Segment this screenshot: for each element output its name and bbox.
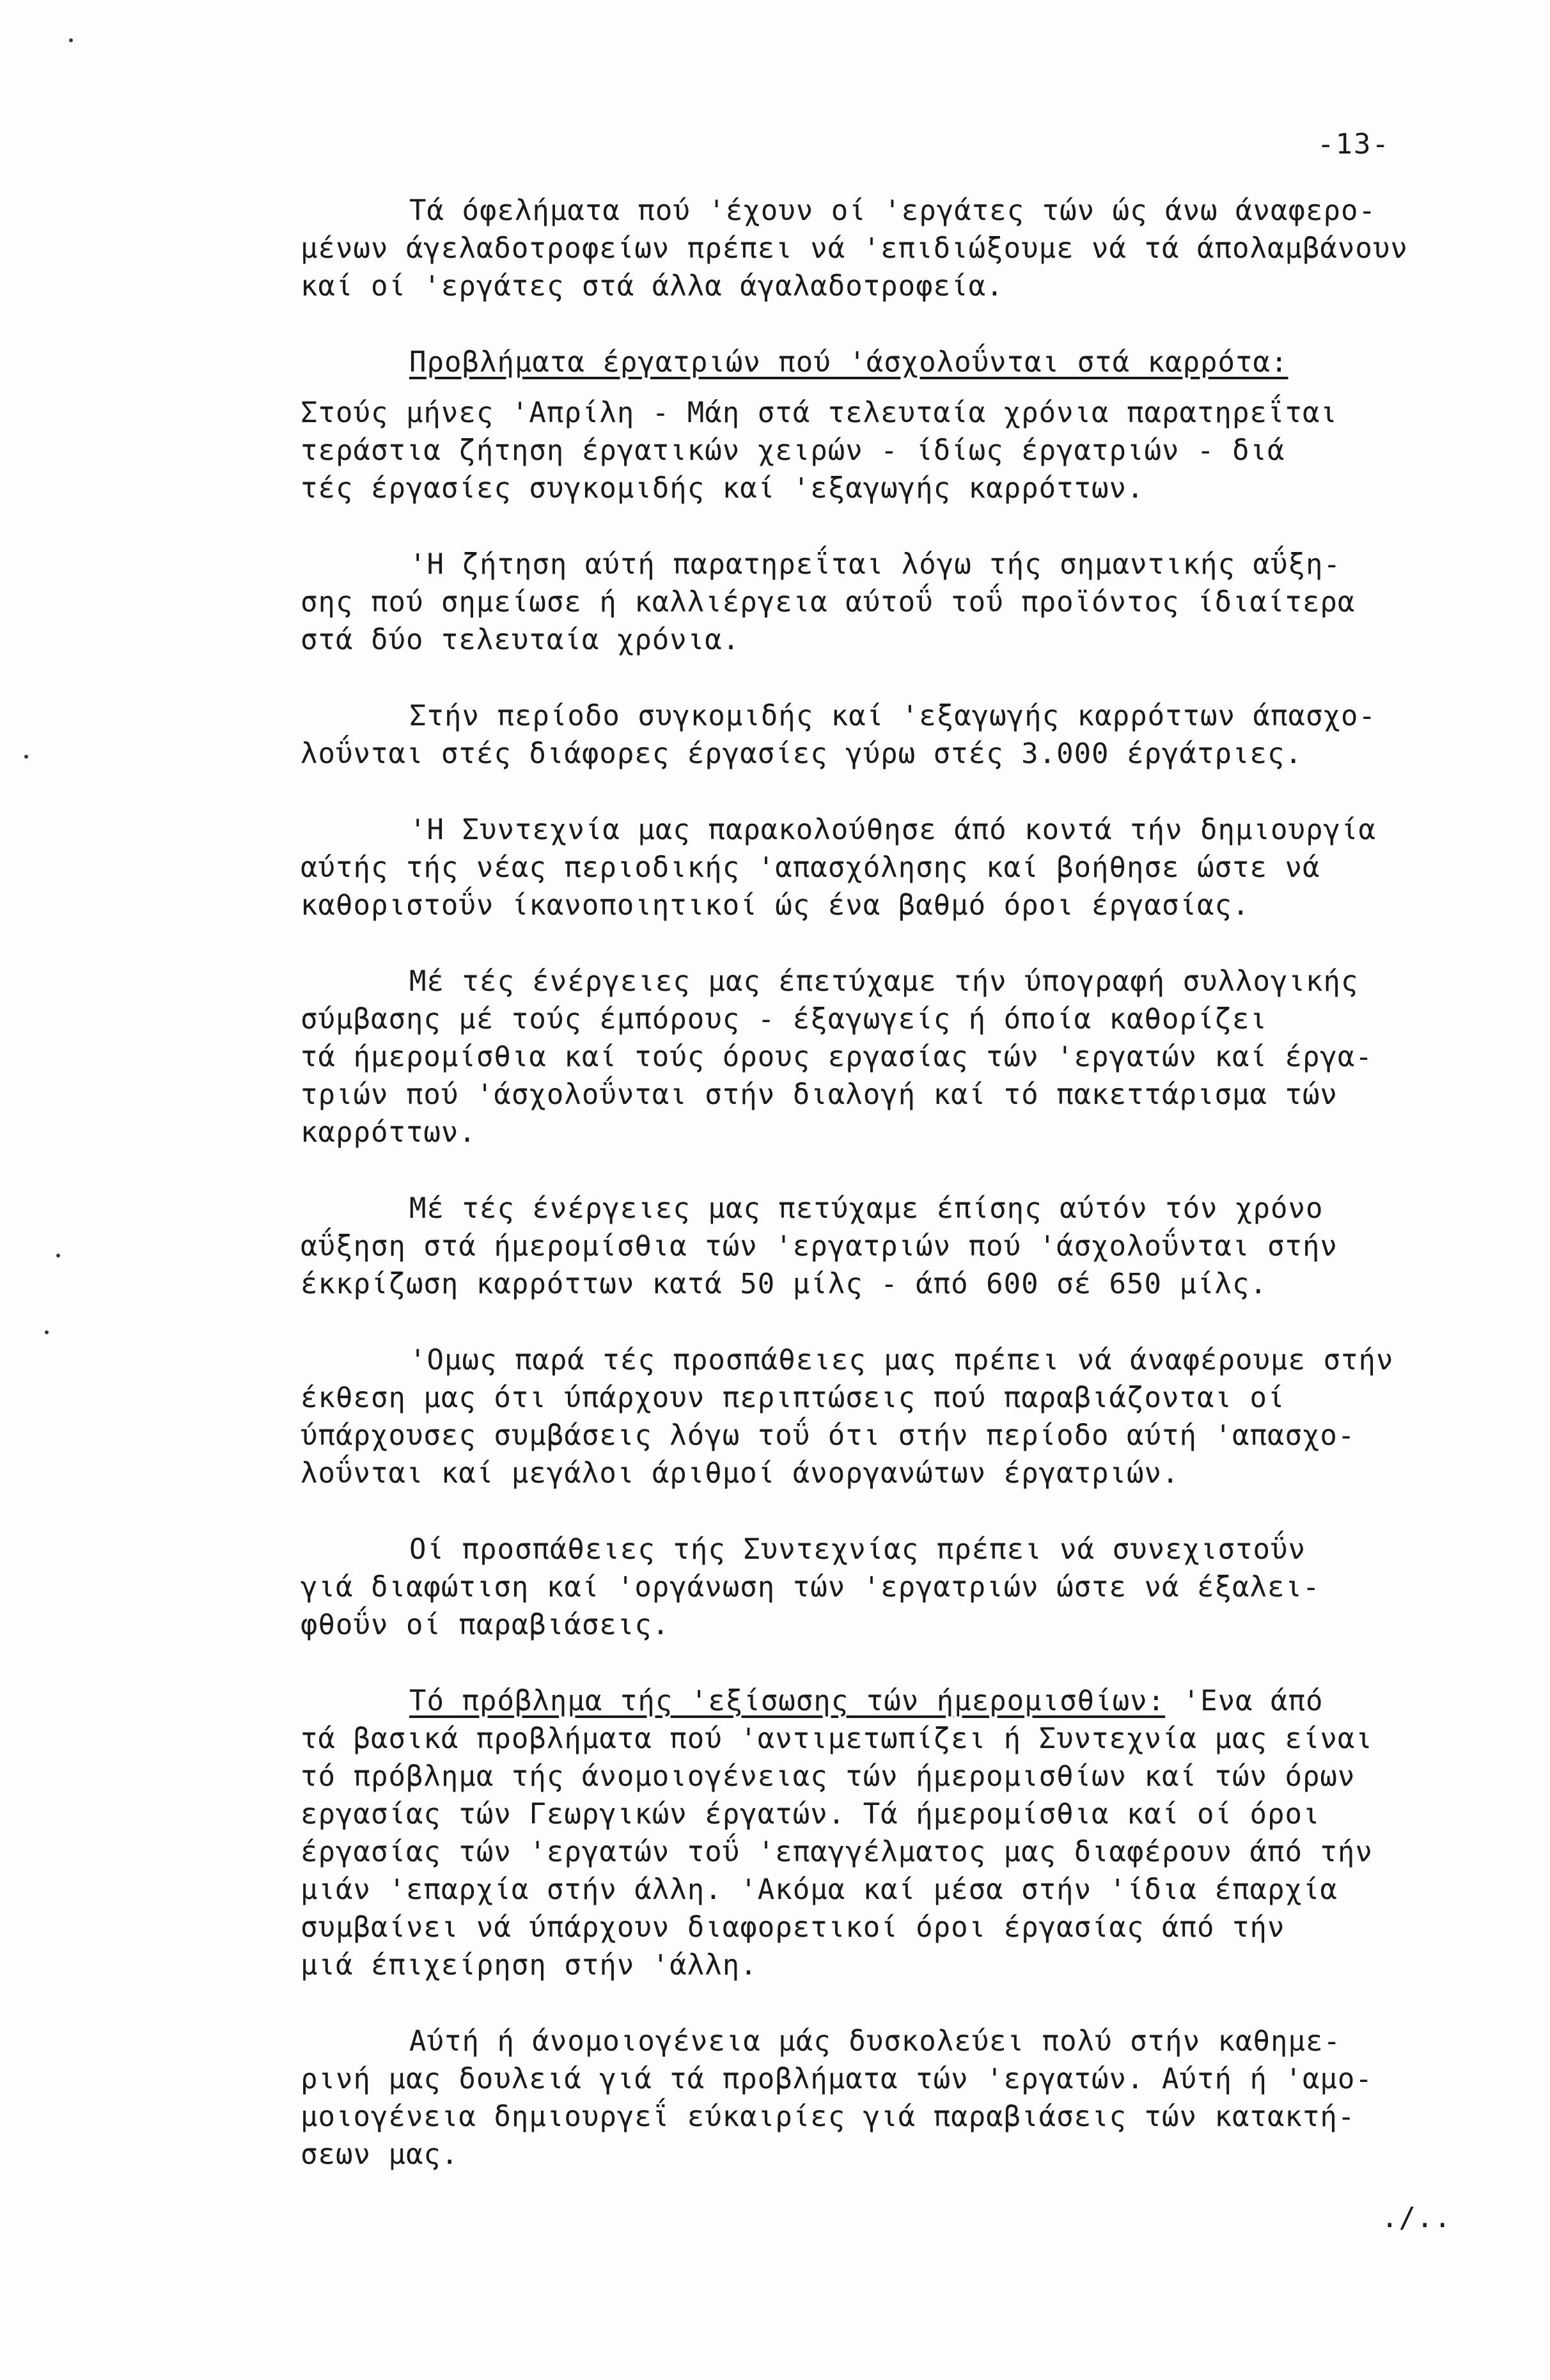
section-heading-carrots	[301, 343, 1503, 381]
document-body	[301, 192, 1503, 2275]
section-heading-wages-tail: 'Ενα άπό	[1165, 1685, 1324, 1717]
carrots-paragraph-5: Μέ τές ένέργειες μας έπετύχαμε τήν ύπογραφή συλλογικής σύμβασης μέ τούς έμπόρους - έξαγωγείς ή όποία καθορίζει τά ήμερομίσθια καί τούς όρους εργασίας τών 'εργατών καί έργα- τριών πού 'άσχολοΰνται στήν διαλογή καί τό πακεττάρισμα τών καρρόττων.	[301, 965, 1373, 1149]
carrots-paragraph-6: Μέ τές ένέργειες μας πετύχαμε έπίσης αύτόν τόν χρόνο αΰξηση στά ήμερομίσθια τών 'εργατριών πού 'άσχολοΰνται στήν έκκρίζωση καρρόττων κατά 50 μίλς - άπό 600 σέ 650 μίλς.	[301, 1192, 1338, 1300]
page-number: -13-	[1317, 128, 1390, 161]
wages-paragraph-1: τά βασικά προβλήματα πού 'αντιμετωπίζει ή Συντεχνία μας είναι τό πρόβλημα τής άνομοιογένειας τών ήμερομισθίων καί τών όρων εργασίας τών Γεωργικών έργατών. Τά ήμερομίσθια καί οί όροι έργασίας τών 'εργατών τοΰ 'επαγγέλματος μας διαφέρουν άπό τήν μιάν 'επαρχία στήν άλλη. 'Ακόμα καί μέσα στήν 'ίδια έπαρχία συμβαίνει νά ύπάρχουν διαφορετικοί όροι έργασίας άπό τήν μιά έπιχείρηση στήν 'άλλη.	[301, 1722, 1373, 1982]
section-heading-carrots-text: Προβλήματα έργατριών πού 'άσχολοΰνται στά καρρότα:	[409, 346, 1288, 379]
carrots-paragraph-4: 'Η Συντεχνία μας παρακολούθησε άπό κοντά τήν δημιουργία αύτής τής νέας περιοδικής 'απασχόλησης καί βοήθησε ώστε νά καθοριστοΰν ίκανοποιητικοί ώς ένα βαθμό όροι έργασίας.	[301, 814, 1376, 922]
carrots-paragraph-7: 'Ομως παρά τές προσπάθειες μας πρέπει νά άναφέρουμε στήν έκθεση μας ότι ύπάρχουν περιπτώσεις πού παραβιάζονται οί ύπάρχουσες συμβάσεις λόγω τοΰ ότι στήν περίοδο αύτή 'απασχο- λοΰνται καί μεγάλοι άριθμοί άνοργανώτων έργατριών.	[301, 1344, 1394, 1490]
scan-speck	[69, 38, 73, 42]
scan-speck	[24, 755, 28, 759]
section-heading-wages-text: Τό πρόβλημα τής 'εξίσωσης τών ήμερομισθίων:	[409, 1685, 1166, 1717]
carrots-paragraph-8: Οί προσπάθειες τής Συντεχνίας πρέπει νά συνεχιστοΰν γιά διαφώτιση καί 'οργάνωση τών 'εργατριών ώστε νά έξαλει- φθοΰν οί παραβιάσεις.	[301, 1533, 1320, 1641]
carrots-paragraph-3: Στήν περίοδο συγκομιδής καί 'εξαγωγής καρρόττων άπασχο- λοΰνται στές διάφορες έργασίες γύρω στές 3.000 έργάτριες.	[301, 700, 1376, 770]
carrots-paragraph-1: Στούς μήνες 'Απρίλη - Μάη στά τελευταία χρόνια παρατηρεΐται τεράστια ζήτηση έργατικών χειρών - ίδίως έργατριών - διά τές έργασίες συγκομιδής καί 'εξαγωγής καρρόττων.	[301, 397, 1338, 505]
section-heading-wages	[301, 1682, 1503, 1720]
continuation-mark: ./..	[1381, 2202, 1452, 2234]
wages-paragraph-2: Αύτή ή άνομοιογένεια μάς δυσκολεύει πολύ στήν καθημε- ρινή μας δουλειά γιά τά προβλήματα τών 'εργατών. Αύτή ή 'αμο- μοιογένεια δημιουργεΐ εύκαιρίες γιά παραβιάσεις τών κατακτή- σεων μας.	[301, 2025, 1373, 2171]
carrots-paragraph-2: 'Η ζήτηση αύτή παρατηρεΐται λόγω τής σημαντικής αΰξη- σης πού σημείωσε ή καλλιέργεια αύτοΰ τοΰ προϊόντος ίδιαίτερα στά δύο τελευταία χρόνια.	[301, 548, 1356, 656]
scan-speck	[56, 1254, 60, 1257]
scan-speck	[45, 1330, 49, 1334]
intro-paragraph: Τά όφελήματα πού 'έχουν οί 'εργάτες τών ώς άνω άναφερο- μένων άγελαδοτροφείων πρέπει νά 'επιδιώξουμε νά τά άπολαμβάνουν καί οί 'εργάτες στά άλλα άγαλαδοτροφεία.	[301, 194, 1408, 303]
